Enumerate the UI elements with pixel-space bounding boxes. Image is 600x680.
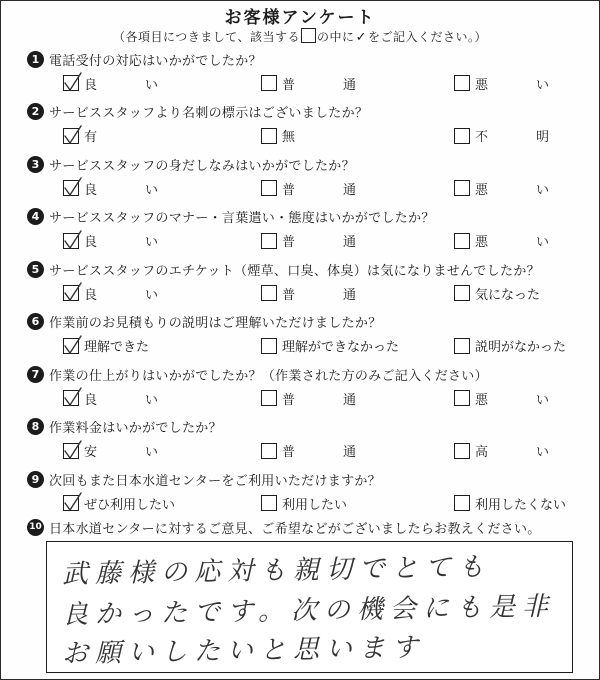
handwritten-check-icon	[63, 176, 83, 198]
question-number-badge: 10	[27, 519, 44, 536]
answer-label: 無	[282, 130, 296, 145]
answer-label-part: い	[535, 182, 549, 198]
answer-label-part: 悪	[475, 392, 489, 408]
handwritten-line-1: 武藤様の応対も親切でとても	[61, 552, 492, 590]
answer-label: 気になった	[475, 287, 541, 303]
question-1	[27, 48, 587, 100]
answer-checkbox[interactable]	[63, 495, 79, 511]
answer-option[interactable]	[454, 125, 549, 147]
answer-label: ぜひ利用したい	[84, 497, 176, 513]
answer-option[interactable]	[63, 230, 158, 252]
question-6	[27, 311, 587, 363]
answer-label-part: 普	[282, 77, 296, 93]
handwritten-check-icon	[63, 386, 83, 408]
answer-label-part: 良	[84, 77, 98, 93]
answer-option[interactable]	[63, 177, 158, 199]
answer-checkbox[interactable]	[261, 495, 277, 511]
handwritten-check-icon	[63, 439, 83, 461]
answer-option[interactable]	[261, 230, 356, 252]
handwritten-line-2: 良かったです。次の機会にも是非	[61, 591, 556, 631]
answer-label-part: 良	[84, 287, 98, 303]
answer-label-part: 悪	[475, 235, 489, 250]
answer-option[interactable]	[261, 440, 356, 462]
answer-label-part: 通	[342, 235, 356, 250]
answer-label-part: 明	[535, 130, 549, 145]
question-text: サービススタッフより名刺の標示はございましたか？	[49, 106, 369, 121]
question-5	[27, 258, 587, 310]
form-instruction	[1, 28, 599, 45]
answer-checkbox[interactable]	[261, 128, 277, 144]
answer-option[interactable]	[454, 440, 549, 462]
answer-option[interactable]	[63, 125, 97, 147]
instruction-pre: （各項目につきまして、該当する	[113, 30, 301, 44]
answer-option[interactable]	[454, 335, 566, 357]
answer-checkbox[interactable]	[63, 390, 79, 406]
handwritten-line-3: お願いしたいと思います	[61, 632, 426, 670]
answer-checkbox[interactable]	[261, 285, 277, 301]
answer-checkbox[interactable]	[63, 128, 79, 144]
answer-checkbox[interactable]	[261, 75, 277, 91]
answer-option[interactable]	[63, 387, 158, 409]
answer-label-part: い	[535, 445, 549, 460]
question-number-badge: 5	[27, 261, 44, 278]
question-text: サービススタッフのマナー・言葉遣い・態度はいかがでしたか？	[49, 211, 435, 226]
answer-checkbox[interactable]	[261, 338, 277, 354]
check-mark-icon: ✓	[355, 30, 367, 45]
answer-label	[475, 389, 549, 408]
sample-checkbox-icon	[301, 28, 316, 43]
answer-label-part: 安	[84, 445, 98, 460]
answer-checkbox[interactable]	[63, 233, 79, 249]
answer-option[interactable]	[454, 72, 549, 94]
answer-label	[84, 389, 158, 408]
answer-checkbox[interactable]	[454, 180, 470, 196]
answer-option[interactable]	[454, 230, 549, 252]
question-number-badge: 3	[27, 156, 44, 173]
answer-label	[475, 126, 549, 145]
answer-label-part: 通	[342, 77, 356, 93]
answer-label: 理解ができなかった	[282, 340, 400, 355]
answer-label-part: い	[144, 182, 158, 198]
handwritten-check-icon	[63, 124, 83, 146]
answer-label-part: 通	[342, 445, 356, 460]
answer-checkbox[interactable]	[63, 285, 79, 301]
answer-label	[84, 74, 158, 93]
answer-label-part: 悪	[475, 77, 489, 93]
answer-label	[84, 284, 158, 303]
question-9	[27, 468, 587, 520]
handwritten-check-icon	[63, 71, 83, 93]
answer-label	[282, 441, 356, 460]
answer-option[interactable]	[63, 492, 175, 514]
answer-label-part: い	[535, 235, 549, 250]
answer-label: 説明がなかった	[475, 340, 567, 355]
answer-option[interactable]	[454, 282, 540, 304]
answer-checkbox[interactable]	[454, 128, 470, 144]
answer-checkbox[interactable]	[454, 285, 470, 301]
answer-option[interactable]	[261, 72, 356, 94]
answer-option[interactable]	[63, 282, 158, 304]
answer-option[interactable]	[63, 440, 158, 462]
answer-label	[282, 179, 356, 198]
answer-label	[475, 441, 549, 460]
answer-label-part: い	[144, 392, 158, 408]
answer-label-part: 悪	[475, 182, 489, 198]
question-text: サービススタッフのエチケット（煙草、口臭、体臭）は気になりませんでしたか？	[49, 263, 540, 279]
answer-checkbox[interactable]	[63, 338, 79, 354]
answer-label-part: い	[535, 77, 549, 93]
handwritten-check-icon	[63, 229, 83, 251]
answer-label: 利用したくない	[475, 497, 567, 513]
answer-label-part: 不	[475, 130, 489, 145]
answer-label-part: 通	[342, 182, 356, 198]
answer-label-part: 普	[282, 182, 296, 198]
answer-label-part: 通	[342, 287, 356, 303]
answer-checkbox[interactable]	[261, 233, 277, 249]
comment-question-text: 日本水道センターに対するご意見、ご希望などがございましたらお教えください。	[49, 521, 541, 537]
answer-checkbox[interactable]	[261, 390, 277, 406]
answer-label-part: い	[144, 235, 158, 250]
answer-label	[84, 179, 158, 198]
answer-label-part: 普	[282, 235, 296, 250]
answer-checkbox[interactable]	[63, 75, 79, 91]
answer-option[interactable]	[63, 335, 149, 357]
comment-box[interactable]	[46, 541, 573, 673]
answer-label: 利用したい	[282, 497, 348, 513]
answer-checkbox[interactable]	[63, 180, 79, 196]
answer-label	[282, 74, 356, 93]
question-7	[27, 363, 587, 415]
answer-label: 有	[84, 130, 98, 145]
answer-checkbox[interactable]	[454, 75, 470, 91]
answer-label-part: 普	[282, 392, 296, 408]
question-text: 電話受付の対応はいかがでしたか？	[49, 53, 262, 69]
answer-label	[282, 389, 356, 408]
question-number-badge: 8	[27, 418, 44, 435]
answer-label	[282, 284, 356, 303]
question-number-badge: 4	[27, 208, 44, 225]
answer-label	[282, 231, 356, 250]
answer-label-part: い	[144, 445, 158, 460]
answer-label-part: 普	[282, 287, 296, 303]
answer-option[interactable]	[261, 335, 399, 357]
answer-label-part: 普	[282, 445, 296, 460]
question-text: 作業料金はいかがでしたか？	[49, 421, 222, 436]
question-3	[27, 153, 587, 205]
question-4	[27, 206, 587, 258]
answer-label-part: 良	[84, 235, 98, 250]
answer-label-part: 良	[84, 182, 98, 198]
answer-option[interactable]	[261, 177, 356, 199]
question-8	[27, 416, 587, 468]
form-title: お客様アンケート	[224, 8, 376, 28]
answer-checkbox[interactable]	[454, 495, 470, 511]
answer-label-part: い	[144, 287, 158, 303]
question-number-badge: 1	[27, 51, 44, 68]
answer-label	[475, 231, 549, 250]
answer-option[interactable]	[454, 387, 549, 409]
answer-label-part: い	[535, 392, 549, 408]
answer-checkbox[interactable]	[454, 443, 470, 459]
answer-checkbox[interactable]	[454, 390, 470, 406]
question-number-badge: 7	[27, 366, 44, 383]
answer-option[interactable]	[261, 387, 356, 409]
answer-option[interactable]	[454, 177, 549, 199]
answer-label	[475, 74, 549, 93]
question-number-badge: 2	[27, 103, 44, 120]
answer-checkbox[interactable]	[454, 233, 470, 249]
instruction-post: をご記入ください。）	[367, 30, 487, 44]
question-text: 次回もまた日本水道センターをご利用いただけますか？	[49, 473, 381, 489]
answer-checkbox[interactable]	[63, 443, 79, 459]
answer-checkbox[interactable]	[454, 338, 470, 354]
answer-label: 理解できた	[84, 340, 150, 355]
answer-label	[84, 231, 158, 250]
answer-option[interactable]	[261, 125, 295, 147]
answer-option[interactable]	[261, 282, 356, 304]
answer-label	[475, 179, 549, 198]
answer-option[interactable]	[261, 492, 347, 514]
handwritten-check-icon	[63, 281, 83, 303]
answer-label-part: い	[144, 77, 158, 93]
answer-option[interactable]	[63, 72, 158, 94]
answer-checkbox[interactable]	[261, 180, 277, 196]
answer-label-part: 通	[342, 392, 356, 408]
handwritten-check-icon	[63, 491, 83, 513]
answer-option[interactable]	[454, 492, 566, 514]
handwritten-check-icon	[63, 334, 83, 356]
answer-label	[84, 441, 158, 460]
question-text: 作業前のお見積もりの説明はご理解いただけましたか？	[49, 316, 382, 331]
answer-label-part: 良	[84, 392, 98, 408]
instruction-mid: の中に	[317, 30, 355, 44]
question-number-badge: 9	[27, 471, 44, 488]
answer-label-part: 高	[475, 445, 489, 460]
answer-checkbox[interactable]	[261, 443, 277, 459]
question-text: サービススタッフの身だしなみはいかがでしたか？	[49, 158, 355, 174]
question-text: 作業の仕上がりはいかがでしたか？（作業された方のみご記入ください）	[49, 368, 488, 384]
question-2	[27, 101, 587, 153]
question-number-badge: 6	[27, 313, 44, 330]
